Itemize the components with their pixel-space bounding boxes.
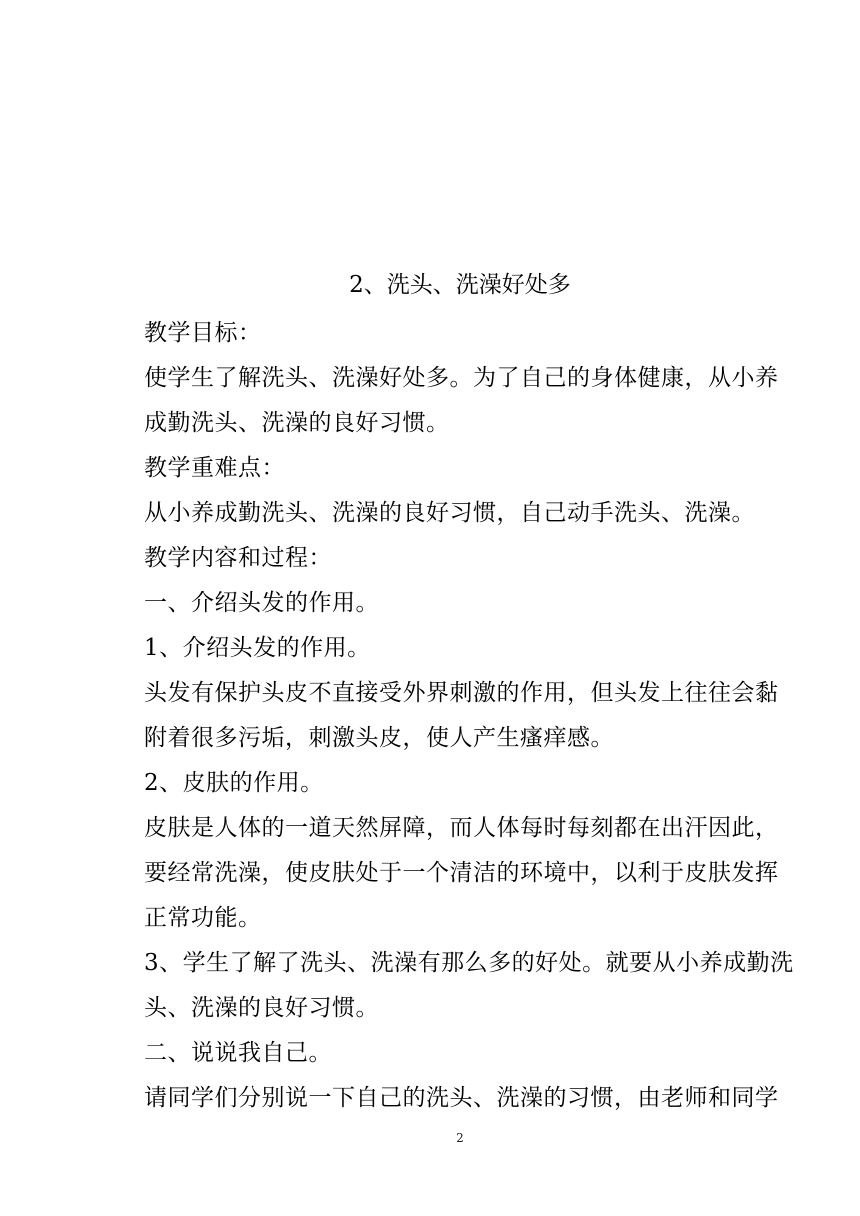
- paragraph-line: 从小养成勤洗头、洗澡的良好习惯，自己动手洗头、洗澡。: [144, 500, 755, 526]
- document-title: 2、洗头、洗澡好处多: [349, 272, 571, 298]
- paragraph-line: 请同学们分别说一下自己的洗头、洗澡的习惯，由老师和同学: [144, 1085, 779, 1111]
- paragraph-line: 使学生了解洗头、洗澡好处多。为了自己的身体健康，从小养: [144, 365, 779, 391]
- section-heading-teaching-goals: 教学目标：: [144, 320, 262, 346]
- section-heading-content-process: 教学内容和过程：: [144, 545, 332, 571]
- paragraph-line: 要经常洗澡，使皮肤处于一个清洁的环境中，以利于皮肤发挥: [144, 860, 779, 886]
- paragraph-line: 皮肤是人体的一道天然屏障，而人体每时每刻都在出汗因此，: [144, 815, 779, 841]
- list-item-heading: 2、皮肤的作用。: [144, 770, 324, 796]
- page-number: 2: [456, 1131, 464, 1145]
- subsection-heading: 一、介绍头发的作用。: [144, 590, 379, 616]
- subsection-heading: 二、说说我自己。: [144, 1040, 332, 1066]
- section-heading-key-points: 教学重难点：: [144, 455, 285, 481]
- paragraph-line: 头、洗澡的良好习惯。: [144, 995, 379, 1021]
- paragraph-line: 附着很多污垢，刺激头皮，使人产生瘙痒感。: [144, 725, 614, 751]
- paragraph-line: 头发有保护头皮不直接受外界刺激的作用，但头发上往往会黏: [144, 680, 779, 706]
- list-item-heading: 1、介绍头发的作用。: [144, 635, 371, 661]
- paragraph-line: 正常功能。: [144, 905, 262, 931]
- list-item-heading: 3、学生了解了洗头、洗澡有那么多的好处。就要从小养成勤洗: [144, 950, 794, 976]
- paragraph-line: 成勤洗头、洗澡的良好习惯。: [144, 410, 450, 436]
